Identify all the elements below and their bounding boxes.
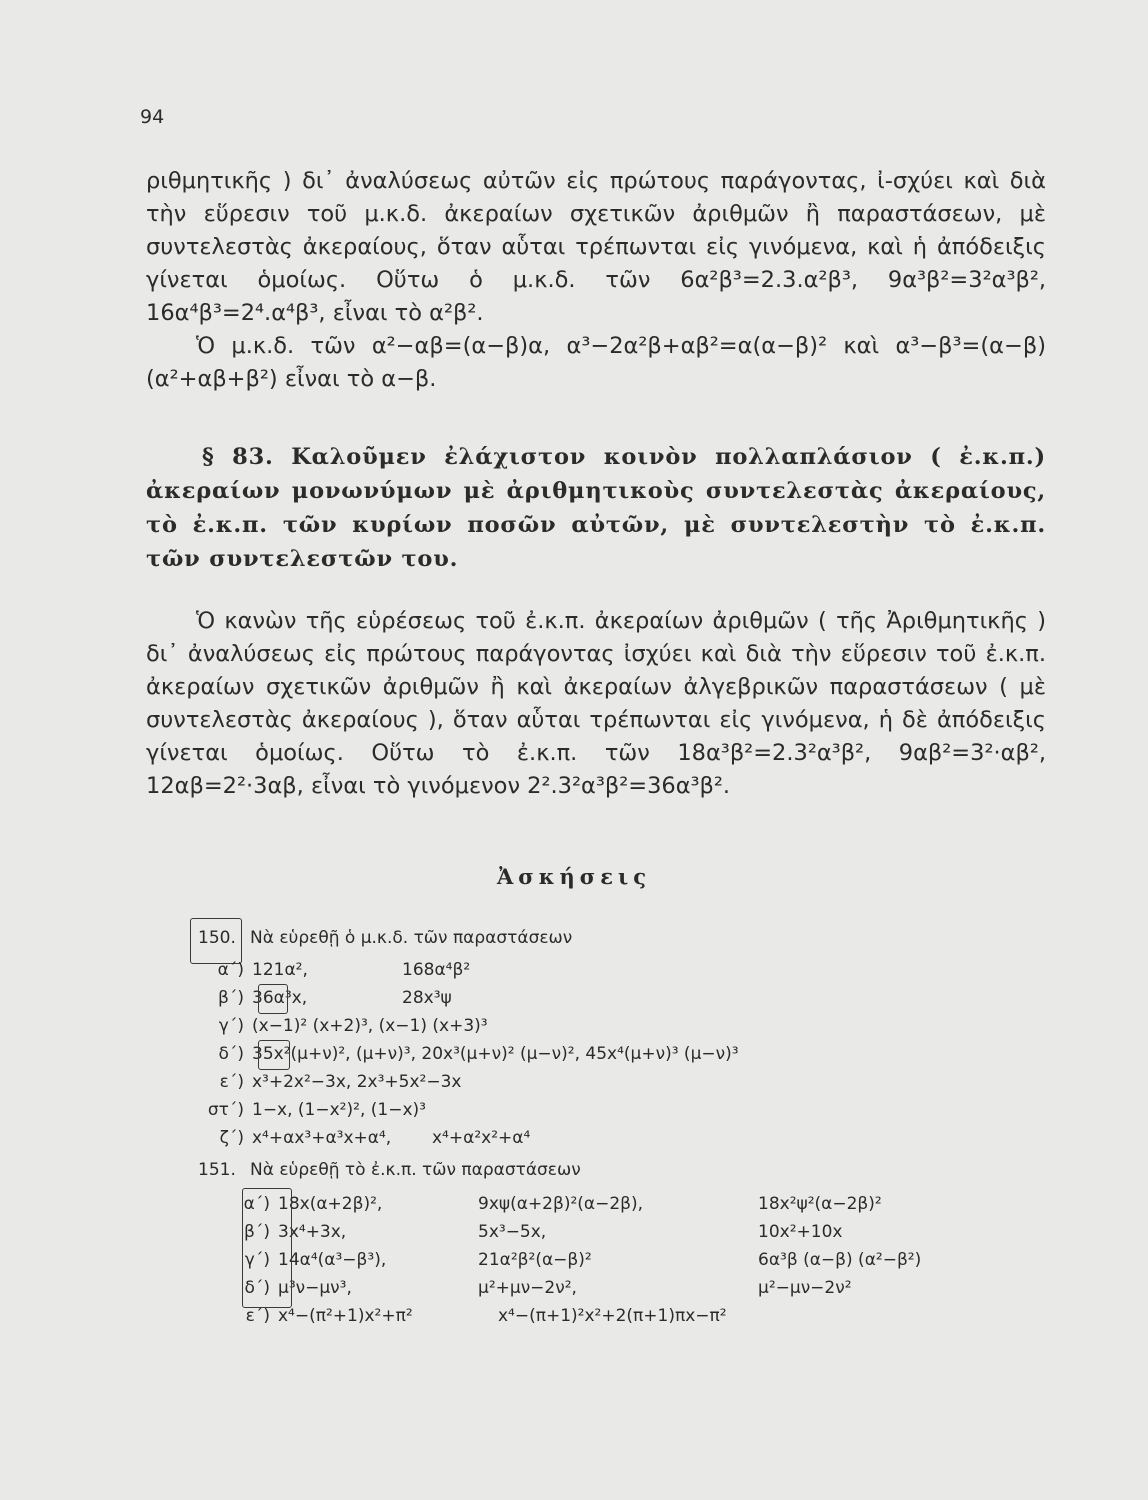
- paragraph-mkd: [146, 165, 1046, 396]
- list-item: γ΄) 14α⁴(α³−β³), 21α²β²(α−β)² 6α³β (α−β) (α²−β²): [244, 1250, 922, 1270]
- pen-box-mark: [258, 984, 288, 1014]
- exercise-prompt: Νὰ εὑρεθῇ ὁ μ.κ.δ. τῶν παραστάσεων: [250, 928, 573, 948]
- section-83: [146, 440, 1046, 576]
- paragraph-text: ριθμητικῆς ) δι᾽ ἀναλύσεως αὐτῶν εἰς πρώτους παράγοντας, ἰ-σχύει καὶ διὰ τὴν εὕρεσιν τοῦ μ.κ.δ. ἀκεραίων σχετικῶν ἀριθμῶν ἢ παραστάσεων, μὲ συντελεστὰς ἀκεραίους, ὅταν αὗται τρέπωνται εἰς γινόμενα, καὶ ἡ ἀπόδειξις γίνεται ὁμοίως. Οὕτω ὁ μ.κ.δ. τῶν 6α²β³=2.3.α²β³, 9α³β²=3²α³β², 16α⁴β³=2⁴.α⁴β³, εἶναι τὸ α²β².: [146, 168, 1046, 326]
- list-item: δ΄) 35x²(μ+ν)², (μ+ν)³, 20x³(μ+ν)² (μ−ν)², 45x⁴(μ+ν)³ (μ−ν)³: [218, 1044, 739, 1064]
- list-item: δ΄) μ³ν−μν³, μ²+μν−2ν², μ²−μν−2ν²: [244, 1278, 852, 1298]
- list-item: ε΄) x⁴−(π²+1)x²+π² x⁴−(π+1)²x²+2(π+1)πx−π²: [245, 1306, 727, 1326]
- exercise-number: 150.: [198, 928, 236, 948]
- section-number: § 83.: [202, 444, 274, 470]
- exercises-heading: Ἀσκήσεις: [497, 864, 651, 889]
- exercise-150-header: [198, 924, 572, 952]
- list-item: β΄) 3x⁴+3x, 5x³−5x, 10x²+10x: [244, 1222, 843, 1242]
- list-item: β΄) 36α³x, 28x³ψ: [218, 988, 452, 1008]
- pen-box-mark: [242, 1188, 292, 1308]
- list-item: στ΄) 1−x, (1−x²)², (1−x)³: [207, 1100, 426, 1120]
- paragraph-ekp: [146, 605, 1046, 803]
- list-item: ζ΄) x⁴+αx³+α³x+α⁴, x⁴+α²x²+α⁴: [219, 1128, 531, 1148]
- paragraph-text: Ὁ μ.κ.δ. τῶν α²−αβ=(α−β)α, α³−2α²β+αβ²=α(α−β)² καὶ α³−β³=(α−β) (α²+αβ+β²) εἶναι τὸ α−β.: [146, 333, 1046, 392]
- pen-box-mark: [258, 1040, 290, 1070]
- list-item: γ΄) (x−1)² (x+2)³, (x−1) (x+3)³: [218, 1016, 488, 1036]
- list-item: ε΄) x³+2x²−3x, 2x³+5x²−3x: [219, 1072, 462, 1092]
- exercise-number: 151.: [198, 1160, 236, 1180]
- list-item: α΄) 18x(α+2β)², 9xψ(α+2β)²(α−2β), 18x²ψ²(α−2β)²: [243, 1194, 882, 1214]
- page-number: 94: [140, 106, 165, 128]
- exercise-151-items: [230, 1190, 921, 1330]
- section-text: Καλοῦμεν ἐλάχιστον κοινὸν πολλαπλάσιον ( ἐ.κ.π.) ἀκεραίων μονωνύμων μὲ ἀριθμητικοὺς συντελεστὰς ἀκεραίους, τὸ ἐ.κ.π. τῶν κυρίων ποσῶν αὐτῶν, μὲ συντελεστὴν τὸ ἐ.κ.π. τῶν συντελεστῶν του.: [146, 444, 1047, 572]
- exercise-151-header: [198, 1156, 581, 1184]
- paragraph-text: Ὁ κανὼν τῆς εὑρέσεως τοῦ ἐ.κ.π. ἀκεραίων ἀριθμῶν ( τῆς Ἀριθμητικῆς ) δι᾽ ἀναλύσεως εἰς πρώτους παράγοντας ἰσχύει καὶ διὰ τὴν εὕρεσιν τοῦ ἐ.κ.π. ἀκεραίων σχετικῶν ἀριθμῶν ἢ καὶ ἀκεραίων ἀλγεβρικῶν παραστάσεων ( μὲ συντελεστὰς ἀκεραίους ), ὅταν αὗται τρέπωνται εἰς γινόμενα, ἡ δὲ ἀπόδειξις γίνεται ὁμοίως. Οὕτω τὸ ἐ.κ.π. τῶν 18α³β²=2.3²α³β², 9αβ²=3²·αβ², 12αβ=2²·3αβ, εἶναι τὸ γινόμενον 2².3²α³β²=36α³β².: [146, 608, 1046, 799]
- list-item: α΄) 121α², 168α⁴β²: [217, 960, 471, 980]
- exercise-prompt: Νὰ εὑρεθῇ τὸ ἐ.κ.π. τῶν παραστάσεων: [250, 1160, 581, 1180]
